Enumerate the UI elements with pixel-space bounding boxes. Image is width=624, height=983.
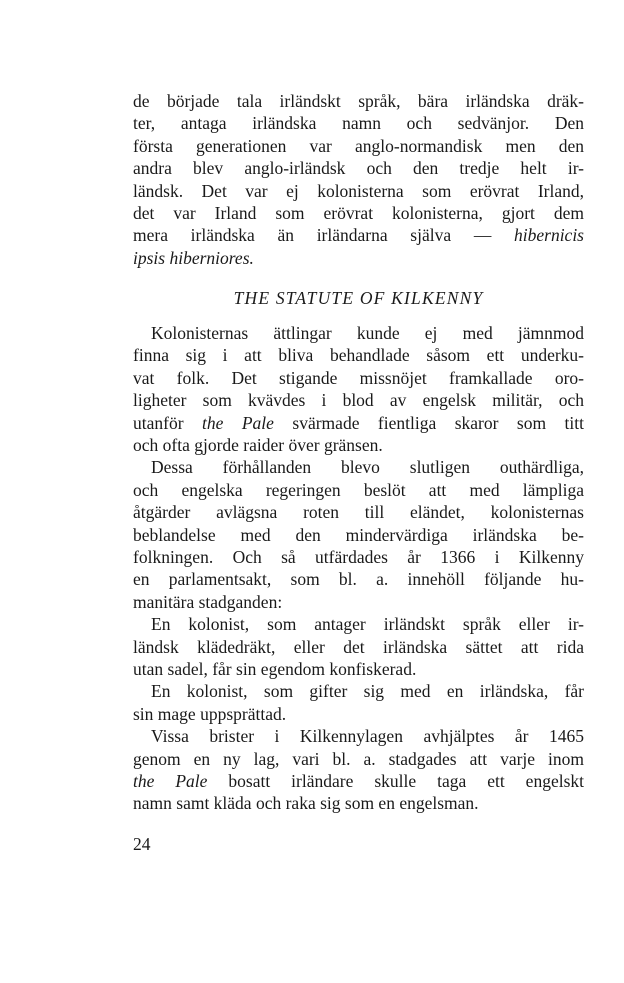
text-line: ter, antaga irländska namn och sedvänjor. Den xyxy=(133,113,584,134)
text-line: folkningen. Och så utfärdades år 1366 i Kilkenny xyxy=(133,546,584,567)
text-line: det var Irland som erövrat kolonisterna, gjort dem xyxy=(133,202,584,223)
text-line: andra blev anglo-irländsk och den tredje helt ir- xyxy=(133,158,584,179)
text-line: Dessa förhållanden blevo slutligen outhärdliga, xyxy=(151,457,584,478)
text-line: manitära stadganden: xyxy=(133,591,283,612)
text-line: ländsk klädedräkt, eller det irländska sättet att rida xyxy=(133,636,584,657)
text-line: finna sig i att bliva behandlade såsom ett underku- xyxy=(133,345,584,366)
text-line: ligheter som kvävdes i blod av engelsk militär, och xyxy=(133,390,584,411)
text-line: utan sadel, får sin egendom konfiskerad. xyxy=(133,658,417,679)
text-line: och ofta gjorde raider över gränsen. xyxy=(133,434,383,455)
text-run: utanför xyxy=(133,412,203,433)
paragraph-2 xyxy=(133,322,584,456)
text-line: ländsk. Det var ej kolonisterna som erövrat Irland, xyxy=(133,180,584,201)
text-line: En kolonist, som gifter sig med en irländska, får xyxy=(151,681,584,702)
text-line xyxy=(133,412,584,434)
text-line: och engelska regeringen beslöt att med lämpliga xyxy=(133,479,584,500)
paragraph-6 xyxy=(133,725,584,815)
text-line: Vissa brister i Kilkennylagen avhjälptes år 1465 xyxy=(151,726,584,747)
paragraph-1 xyxy=(133,90,584,269)
text-line: genom en ny lag, vari bl. a. stadgades att varje inom xyxy=(133,748,584,769)
page-number: 24 xyxy=(133,834,151,854)
text-run: svärmade fientliga skaror som titt xyxy=(273,412,584,433)
text-line: sin mage uppsprättad. xyxy=(133,703,287,724)
text-line xyxy=(133,247,584,269)
text-line: Kolonisternas ättlingar kunde ej med jämnmod xyxy=(151,323,584,343)
text-line: de började tala irländskt språk, bära irländska dräk- xyxy=(133,91,584,111)
italic-term: the Pale xyxy=(133,770,208,791)
text-line: vat folk. Det stigande missnöjet framkallade oro- xyxy=(133,367,584,388)
latin-phrase: ipsis hiberniores. xyxy=(133,247,254,268)
text-line xyxy=(133,770,584,792)
paragraph-3 xyxy=(133,456,584,613)
text-line: en parlamentsakt, som bl. a. innehöll följande hu- xyxy=(133,569,584,590)
text-run: bosatt irländare skulle taga ett engelskt xyxy=(207,770,584,791)
text-line: första generationen var anglo-normandisk men den xyxy=(133,135,584,156)
text-line: namn samt kläda och raka sig som en engelsman. xyxy=(133,793,479,814)
italic-term: the Pale xyxy=(202,412,274,433)
section-heading: THE STATUTE OF KILKENNY xyxy=(233,288,484,308)
paragraph-4 xyxy=(133,613,584,680)
latin-phrase: hibernicis xyxy=(514,225,584,246)
text-line: beblandelse med den mindervärdiga irländska be- xyxy=(133,524,584,545)
paragraph-5 xyxy=(133,680,584,725)
text-line xyxy=(133,224,584,246)
text-line: åtgärder avlägsna roten till eländet, kolonisternas xyxy=(133,502,584,523)
text-run: mera irländska än irländarna själva — xyxy=(133,225,514,246)
text-line: En kolonist, som antager irländskt språk eller ir- xyxy=(151,614,584,635)
